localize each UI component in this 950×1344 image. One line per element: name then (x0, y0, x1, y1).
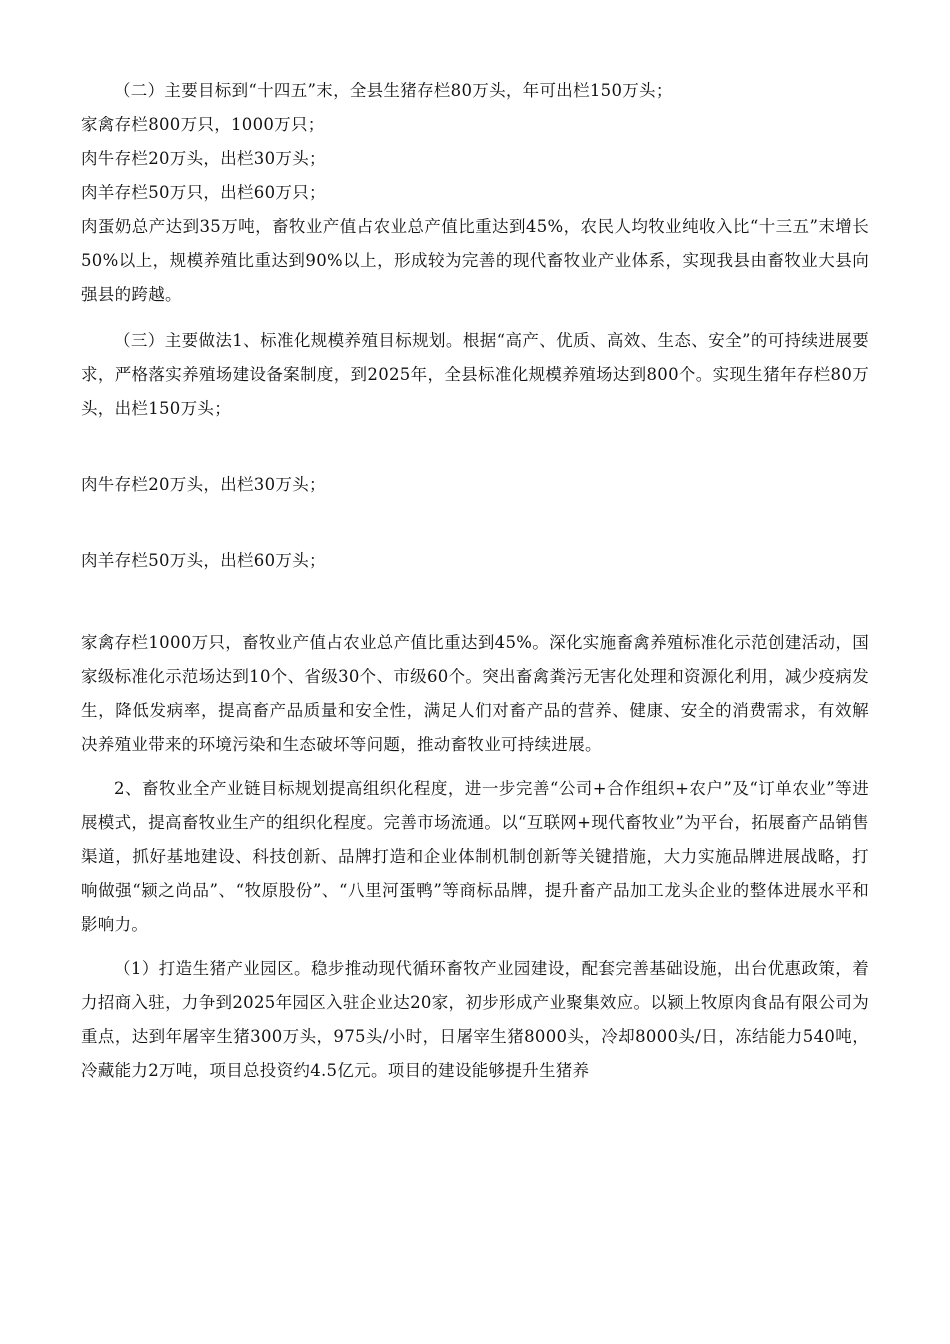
paragraph-poultry-target: 家禽存栏1000万只，畜牧业产值占农业总产值比重达到45%。深化实施畜禽养殖标准化示范创建活动，国家级标准化示范场达到10个、省级30个、市级60个。突出畜禽粪污无害化处理和资源化利用，减少疫病发生，降低发病率，提高畜产品质量和安全性，满足人们对畜产品的营养、健康、安全的消费需求，有效解决养殖业带来的环境污染和生态破坏等问题，推动畜牧业可持续进展。 (81, 633, 869, 754)
paragraph-poultry-goal: 家禽存栏800万只，1000万只； (81, 115, 325, 134)
paragraph-sheep-goal: 肉羊存栏50万只，出栏60万只； (81, 183, 326, 202)
paragraph-cattle-target: 肉牛存栏20万头，出栏30万头； (81, 475, 326, 494)
paragraph-industry-chain: 2、畜牧业全产业链目标规划提高组织化程度，进一步完善“公司+合作组织+农户”及“订单农业”等进展模式，提高畜牧业生产的组织化程度。完善市场流通。以“互联网+现代畜牧业”为平台，拓展畜产品销售渠道，抓好基地建设、科技创新、品牌打造和企业体制机制创新等关键措施，大力实施品牌进展战略，打响做强“颍之尚品”、“牧原股份”、“八里河蛋鸭”等商标品牌，提升畜产品加工龙头企业的整体进展水平和影响力。 (81, 779, 869, 934)
paragraph-pig-industry-park: （1）打造生猪产业园区。稳步推动现代循环畜牧产业园建设，配套完善基础设施，出台优惠政策，着力招商入驻，力争到2025年园区入驻企业达20家，初步形成产业聚集效应。以颍上牧原肉食品有限公司为重点，达到年屠宰生猪300万头，975头/小时，日屠宰生猪8000头，冷却8000头/日，冻结能力540吨，冷藏能力2万吨，项目总投资约4.5亿元。项目的建设能够提升生猪养 (81, 959, 869, 1080)
paragraph-main-goals: （二）主要目标到“十四五”末，全县生猪存栏80万头，年可出栏150万头； (114, 81, 673, 100)
paragraph-output-goal: 肉蛋奶总产达到35万吨，畜牧业产值占农业总产值比重达到45%，农民人均牧业纯收入比“十三五”末增长50%以上，规模养殖比重达到90%以上，形成较为完善的现代畜牧业产业体系，实现我县由畜牧业大县向强县的跨越。 (81, 217, 869, 304)
paragraph-main-practices: （三）主要做法1、标准化规模养殖目标规划。根据“高产、优质、高效、生态、安全”的可持续进展要求，严格落实养殖场建设备案制度，到2025年，全县标准化规模养殖场达到800个。实现生猪年存栏80万头，出栏150万头； (81, 331, 869, 418)
paragraph-cattle-goal: 肉牛存栏20万头，出栏30万头； (81, 149, 326, 168)
document-page (81, 74, 869, 1088)
paragraph-sheep-target: 肉羊存栏50万头，出栏60万头； (81, 551, 326, 570)
